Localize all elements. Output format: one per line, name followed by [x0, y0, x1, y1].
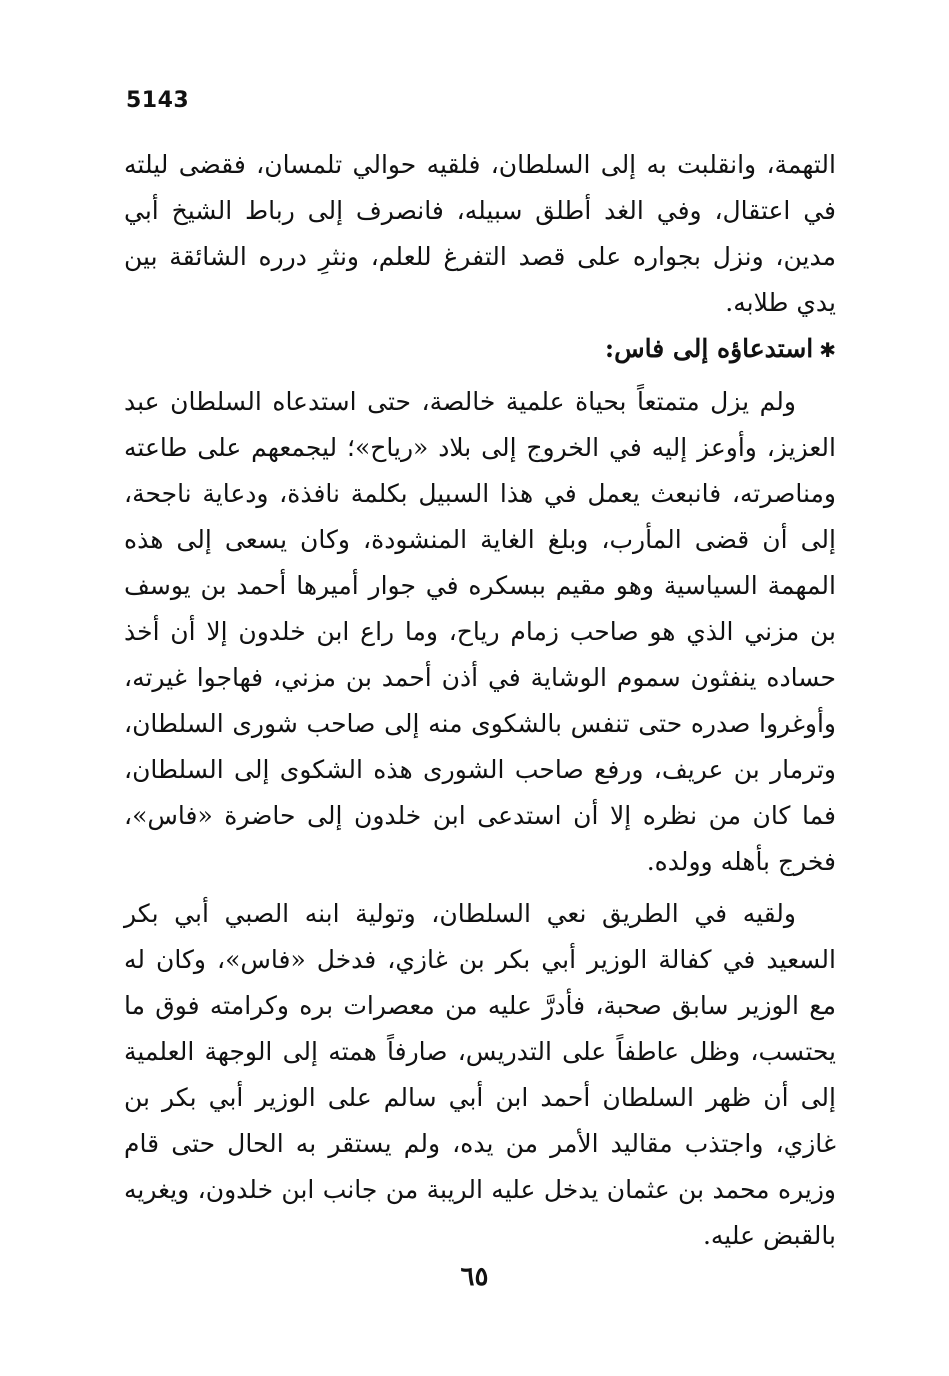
paragraph-continued: التهمة، وانقلبت به إلى السلطان، فلقيه حوالي تلمسان، فقضى ليلته في اعتقال، وفي الغد أطلق سبيله، فانصرف إلى رباط الشيخ أبي مدين، ونزل بجواره على قصد التفرغ للعلم، ونثرِ درره الشائقة بين يدي طلابه. — [124, 150, 837, 317]
section-heading-text: استدعاؤه إلى فاس: — [604, 334, 814, 363]
page-id-label: 5143 — [126, 88, 190, 113]
paragraph: ولم يزل متمتعاً بحياة علمية خالصة، حتى استدعاه السلطان عبد العزيز، وأوعز إليه في الخروج إلى بلاد «رياح»؛ ليجمعهم على طاعته ومناصرته، فانبعث يعمل في هذا السبيل بكلمة نافذة، ودعاية ناجحة، إلى أن قضى المأرب، وبلغ الغاية المنشودة، وكان يسعى إلى هذه المهمة السياسية وهو مقيم ببسكره في جوار أميرها أحمد بن يوسف بن مزني الذي هو صاحب زمام رياح، وما راع ابن خلدون إلا أن أخذ حساده ينفثون سموم الوشاية في أذن أحمد بن مزني، فهاجوا غيرته، وأوغروا صدره حتى تنفس بالشكوى منه إلى صاحب شورى السلطان، وترمار بن عريف، ورفع صاحب الشورى هذه الشكوى إلى السلطان، فما كان من نظره إلا أن استدعى ابن خلدون إلى حاضرة «فاس»، فخرج بأهله وولده. — [124, 387, 836, 876]
asterisk-icon: ✱ — [819, 338, 836, 362]
body-text — [124, 142, 836, 1259]
page-number: ٦٥ — [460, 1262, 489, 1292]
paragraph: ولقيه في الطريق نعي السلطان، وتولية ابنه الصبي أبي بكر السعيد في كفالة الوزير أبي بكر بن غازي، فدخل «فاس»، وكان له مع الوزير سابق صحبة، فأدرَّ عليه من معصرات بره وكرامته فوق ما يحتسب، وظل عاطفاً على التدريس، صارفاً همته إلى الوجهة العلمية إلى أن ظهر السلطان أحمد ابن أبي سالم على الوزير أبي بكر بن غازي، واجتذب مقاليد الأمر من يده، ولم يستقر به الحال حتى قام وزيره محمد بن عثمان يدخل عليه الريبة من جانب ابن خلدون، ويغريه بالقبض عليه. — [124, 899, 836, 1250]
section-heading — [124, 326, 836, 373]
